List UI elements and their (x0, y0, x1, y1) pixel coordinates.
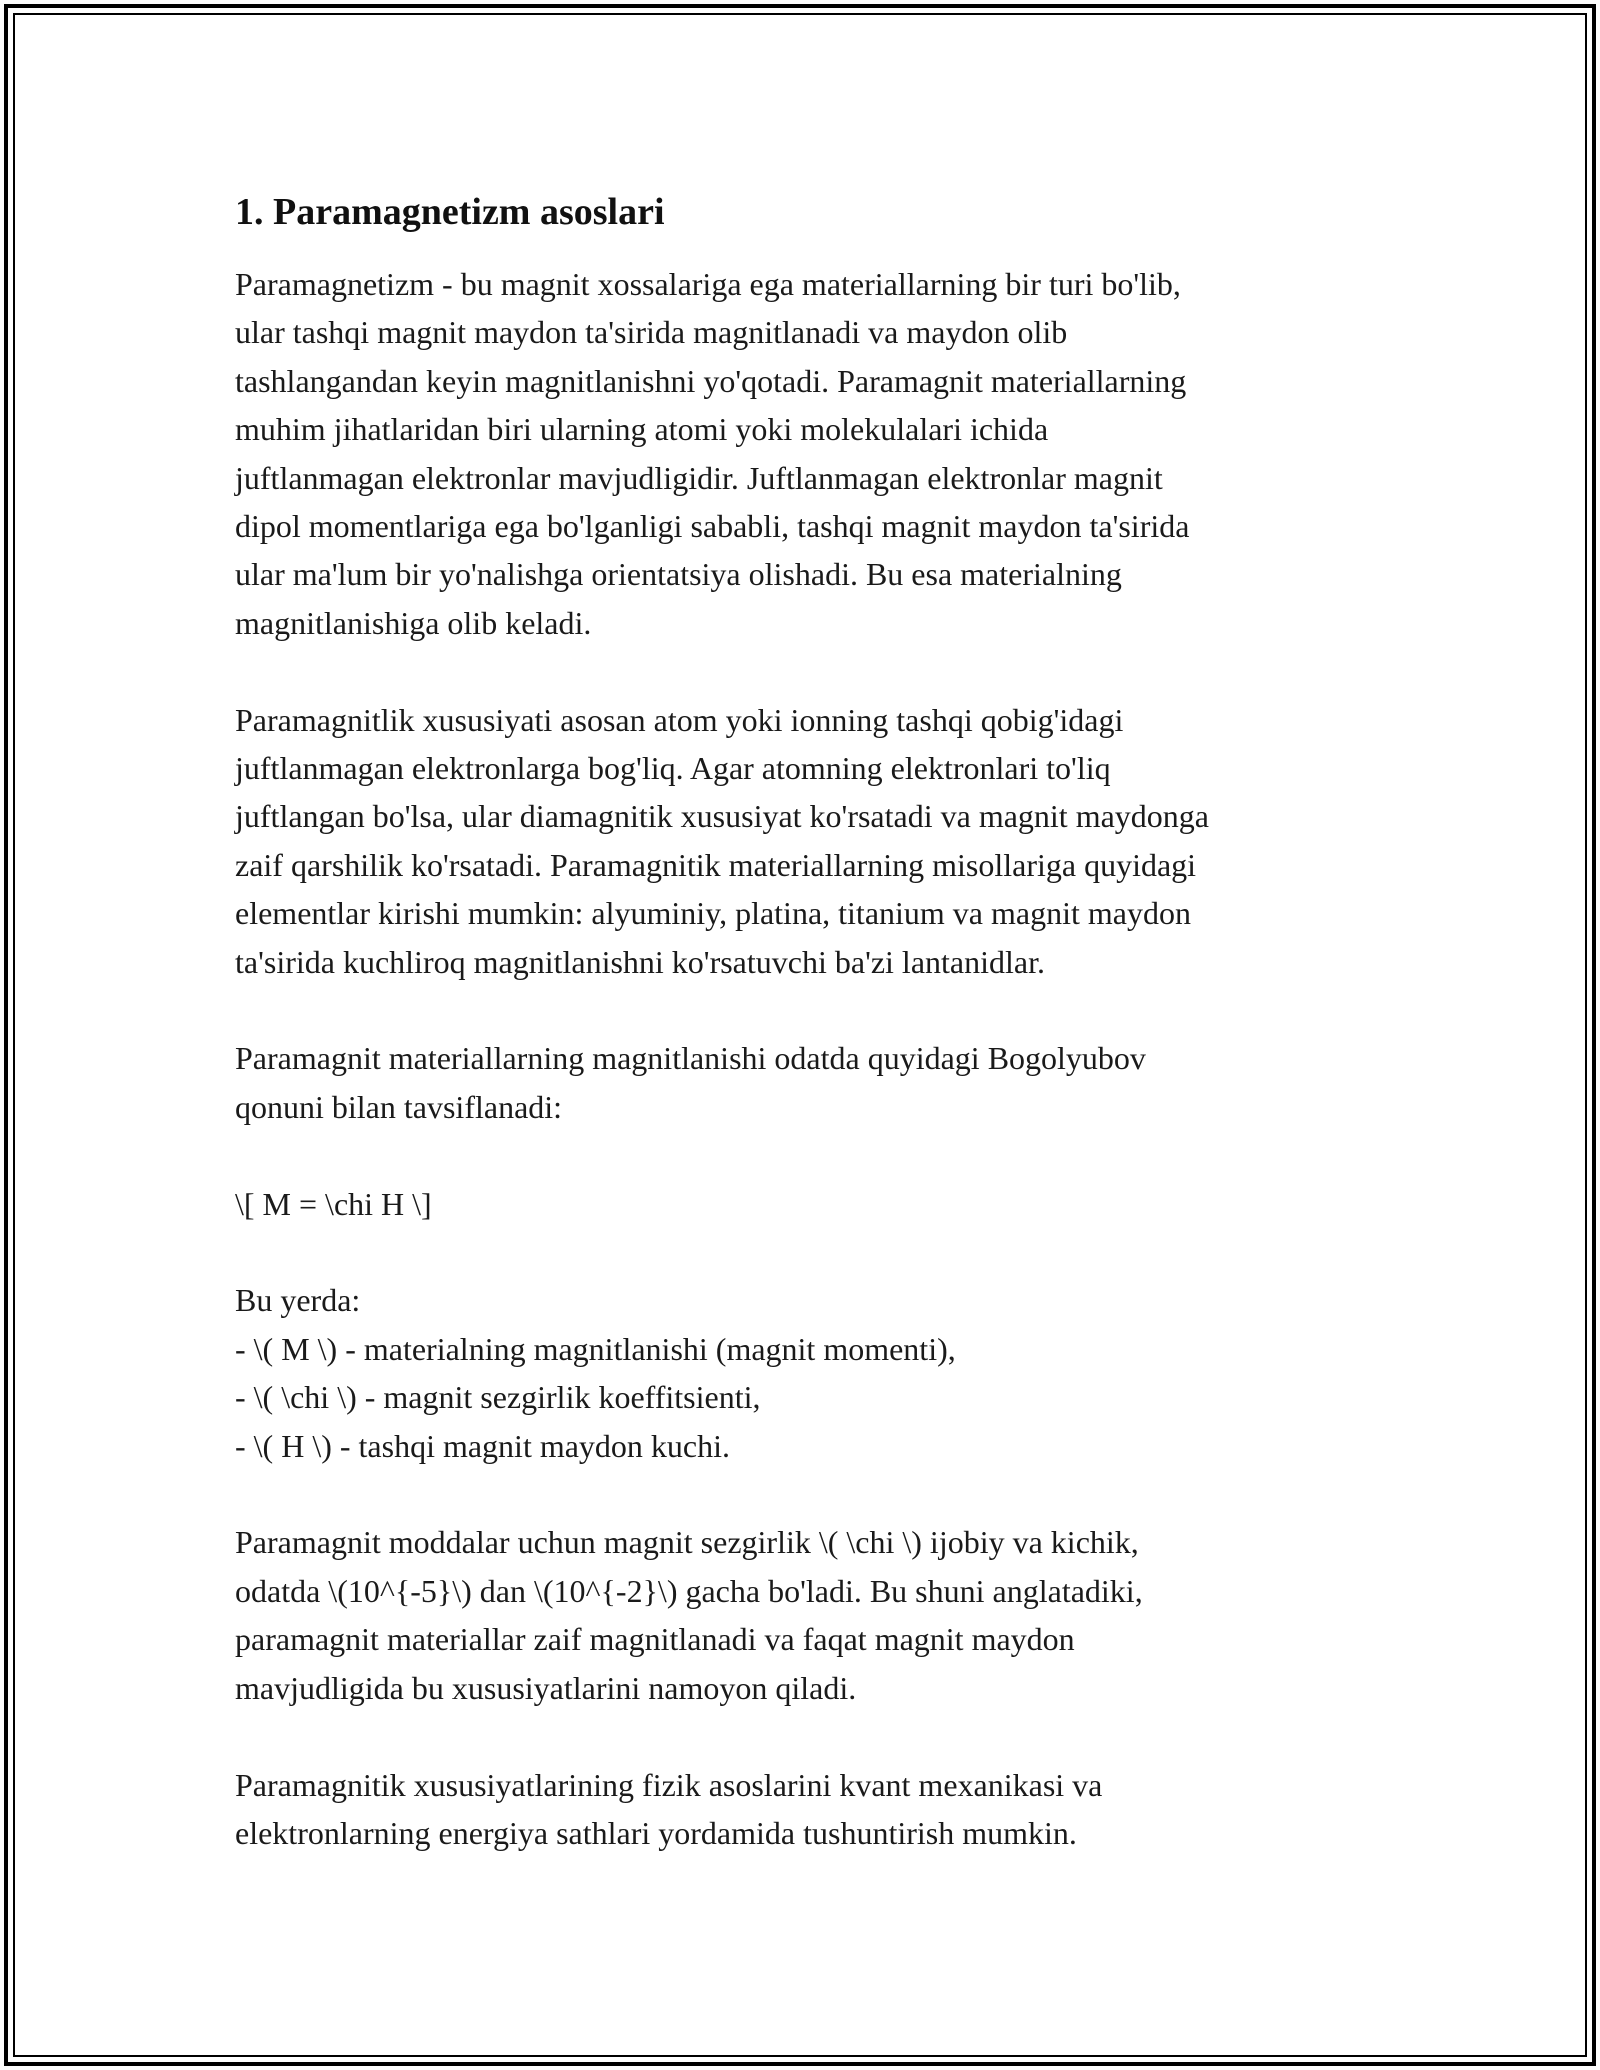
text-line: juftlangan bo'lsa, ular diamagnitik xususiyat ko'rsatadi va magnit maydonga (235, 798, 1209, 835)
section-heading: 1. Paramagnetizm asoslari (235, 191, 665, 233)
definitions-intro: Bu yerda: (235, 1282, 361, 1319)
text-line: Paramagnit materiallarning magnitlanishi odatda quyidagi Bogolyubov (235, 1040, 1146, 1077)
text-line: Paramagnit moddalar uchun magnit sezgirlik \( \chi \) ijobiy va kichik, (235, 1524, 1139, 1561)
text-line: odatda \(10^{-5}\) dan \(10^{-2}\) gacha bo'ladi. Bu shuni anglatadiki, (235, 1572, 1143, 1609)
paragraph-gap (235, 1712, 1375, 1760)
text-line: ular ma'lum bir yo'nalishga orientatsiya olishadi. Bu esa materialning (235, 556, 1122, 593)
text-line: Paramagnitlik xususiyati asosan atom yoki ionning tashqi qobig'idagi (235, 701, 1124, 738)
paragraph-gap (235, 1470, 1375, 1518)
text-line: elementlar kirishi mumkin: alyuminiy, platina, titanium va magnit maydon (235, 895, 1191, 932)
paragraph-4 (235, 1518, 1375, 1712)
formula (235, 1180, 1375, 1228)
definition-item: - \( H \) - tashqi magnit maydon kuchi. (235, 1427, 731, 1464)
text-line: mavjudligida bu xususiyatlarini namoyon qiladi. (235, 1669, 857, 1706)
text-line: tashlangandan keyin magnitlanishni yo'qotadi. Paramagnit materiallarning (235, 362, 1187, 399)
definition-item: - \( \chi \) - magnit sezgirlik koeffitsienti, (235, 1379, 761, 1416)
definition-item: - \( M \) - materialning magnitlanishi (magnit momenti), (235, 1330, 956, 1367)
definitions-list (235, 1276, 1375, 1470)
text-line: Paramagnitik xususiyatlarining fizik asoslarini kvant mexanikasi va (235, 1766, 1103, 1803)
text-line: ular tashqi magnit maydon ta'sirida magnitlanadi va maydon olib (235, 314, 1068, 351)
text-line: qonuni bilan tavsiflanadi: (235, 1088, 563, 1125)
text-line: paramagnit materiallar zaif magnitlanadi va faqat magnit maydon (235, 1621, 1075, 1658)
paragraph-3 (235, 1034, 1375, 1131)
paragraph-2 (235, 696, 1375, 986)
text-line: zaif qarshilik ko'rsatadi. Paramagnitik materiallarning misollariga quyidagi (235, 846, 1197, 883)
paragraph-gap (235, 1131, 1375, 1179)
text-line: dipol momentlariga ega bo'lganligi sababli, tashqi magnit maydon ta'sirida (235, 508, 1190, 545)
formula-line: \[ M = \chi H \] (235, 1185, 432, 1222)
paragraph-gap (235, 1228, 1375, 1276)
paragraph-5 (235, 1761, 1375, 1858)
document-body (235, 184, 1375, 1857)
paragraph-gap (235, 986, 1375, 1034)
paragraph-1 (235, 260, 1375, 647)
text-line: elektronlarning energiya sathlari yordamida tushuntirish mumkin. (235, 1814, 1077, 1851)
text-line: juftlanmagan elektronlarga bog'liq. Agar atomning elektronlari to'liq (235, 750, 1111, 787)
text-line: magnitlanishiga olib keladi. (235, 604, 592, 641)
paragraph-gap (235, 647, 1375, 695)
text-line: Paramagnetizm - bu magnit xossalariga ega materiallarning bir turi bo'lib, (235, 266, 1181, 302)
text-line: ta'sirida kuchliroq magnitlanishni ko'rsatuvchi ba'zi lantanidlar. (235, 943, 1045, 980)
text-line: juftlanmagan elektronlar mavjudligidir. Juftlanmagan elektronlar magnit (235, 459, 1163, 496)
text-line: muhim jihatlaridan biri ularning atomi yoki molekulalari ichida (235, 411, 1049, 448)
